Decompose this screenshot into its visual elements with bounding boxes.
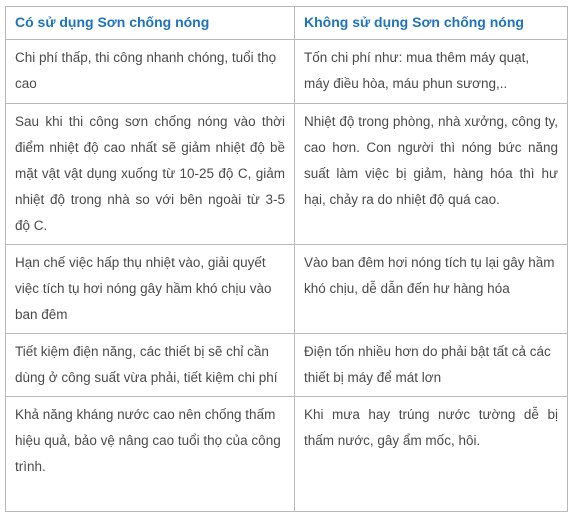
cell-with-coating: Hạn chế việc hấp thụ nhiệt vào, giải quyết việc tích tụ hơi nóng gây hầm khó chịu vào ban đêm — [6, 245, 295, 334]
table-row — [6, 245, 568, 334]
cell-without-coating: Tốn chi phí như: mua thêm máy quạt, máy điều hòa, máu phun sương,.. — [295, 40, 568, 104]
header-without-coating: Không sử dụng Sơn chống nóng — [295, 7, 568, 40]
table-row — [6, 397, 568, 512]
cell-without-coating: Điện tốn nhiều hơn do phải bật tất cả các thiết bị máy để mát lơn — [295, 334, 568, 397]
table-row — [6, 40, 568, 104]
cell-with-coating: Tiết kiệm điện năng, các thiết bị sẽ chỉ cần dùng ở công suất vừa phải, tiết kiệm chi phí — [6, 334, 295, 397]
cell-without-coating: Nhiệt độ trong phòng, nhà xưởng, công ty, cao hơn. Con người thì nóng bức năng suất làm việc bị giảm, hàng hóa thì hư hại, chảy ra do nhiệt độ quá cao. — [295, 104, 568, 245]
comparison-table — [5, 6, 568, 512]
cell-with-coating: Sau khi thi công sơn chống nóng vào thời điểm nhiệt độ cao nhất sẽ giảm nhiệt độ bề mặt vật vật dụng xuống từ 10-25 độ C, giảm nhiệt độ trong nhà so với bên ngoài từ 3-5 độ C. — [6, 104, 295, 245]
header-with-coating: Có sử dụng Sơn chống nóng — [6, 7, 295, 40]
table-header-row — [6, 7, 568, 40]
cell-with-coating: Khả năng kháng nước cao nên chống thấm hiệu quả, bảo vệ nâng cao tuổi thọ của công trình. — [6, 397, 295, 512]
table-row — [6, 104, 568, 245]
cell-with-coating: Chi phí thấp, thi công nhanh chóng, tuổi thọ cao — [6, 40, 295, 104]
cell-without-coating: Khi mưa hay trúng nước tường dễ bị thấm nước, gây ẩm mốc, hôi. — [295, 397, 568, 512]
cell-without-coating: Vào ban đêm hơi nóng tích tụ lại gây hầm khó chịu, dễ dẫn đến hư hàng hóa — [295, 245, 568, 334]
table-row — [6, 334, 568, 397]
